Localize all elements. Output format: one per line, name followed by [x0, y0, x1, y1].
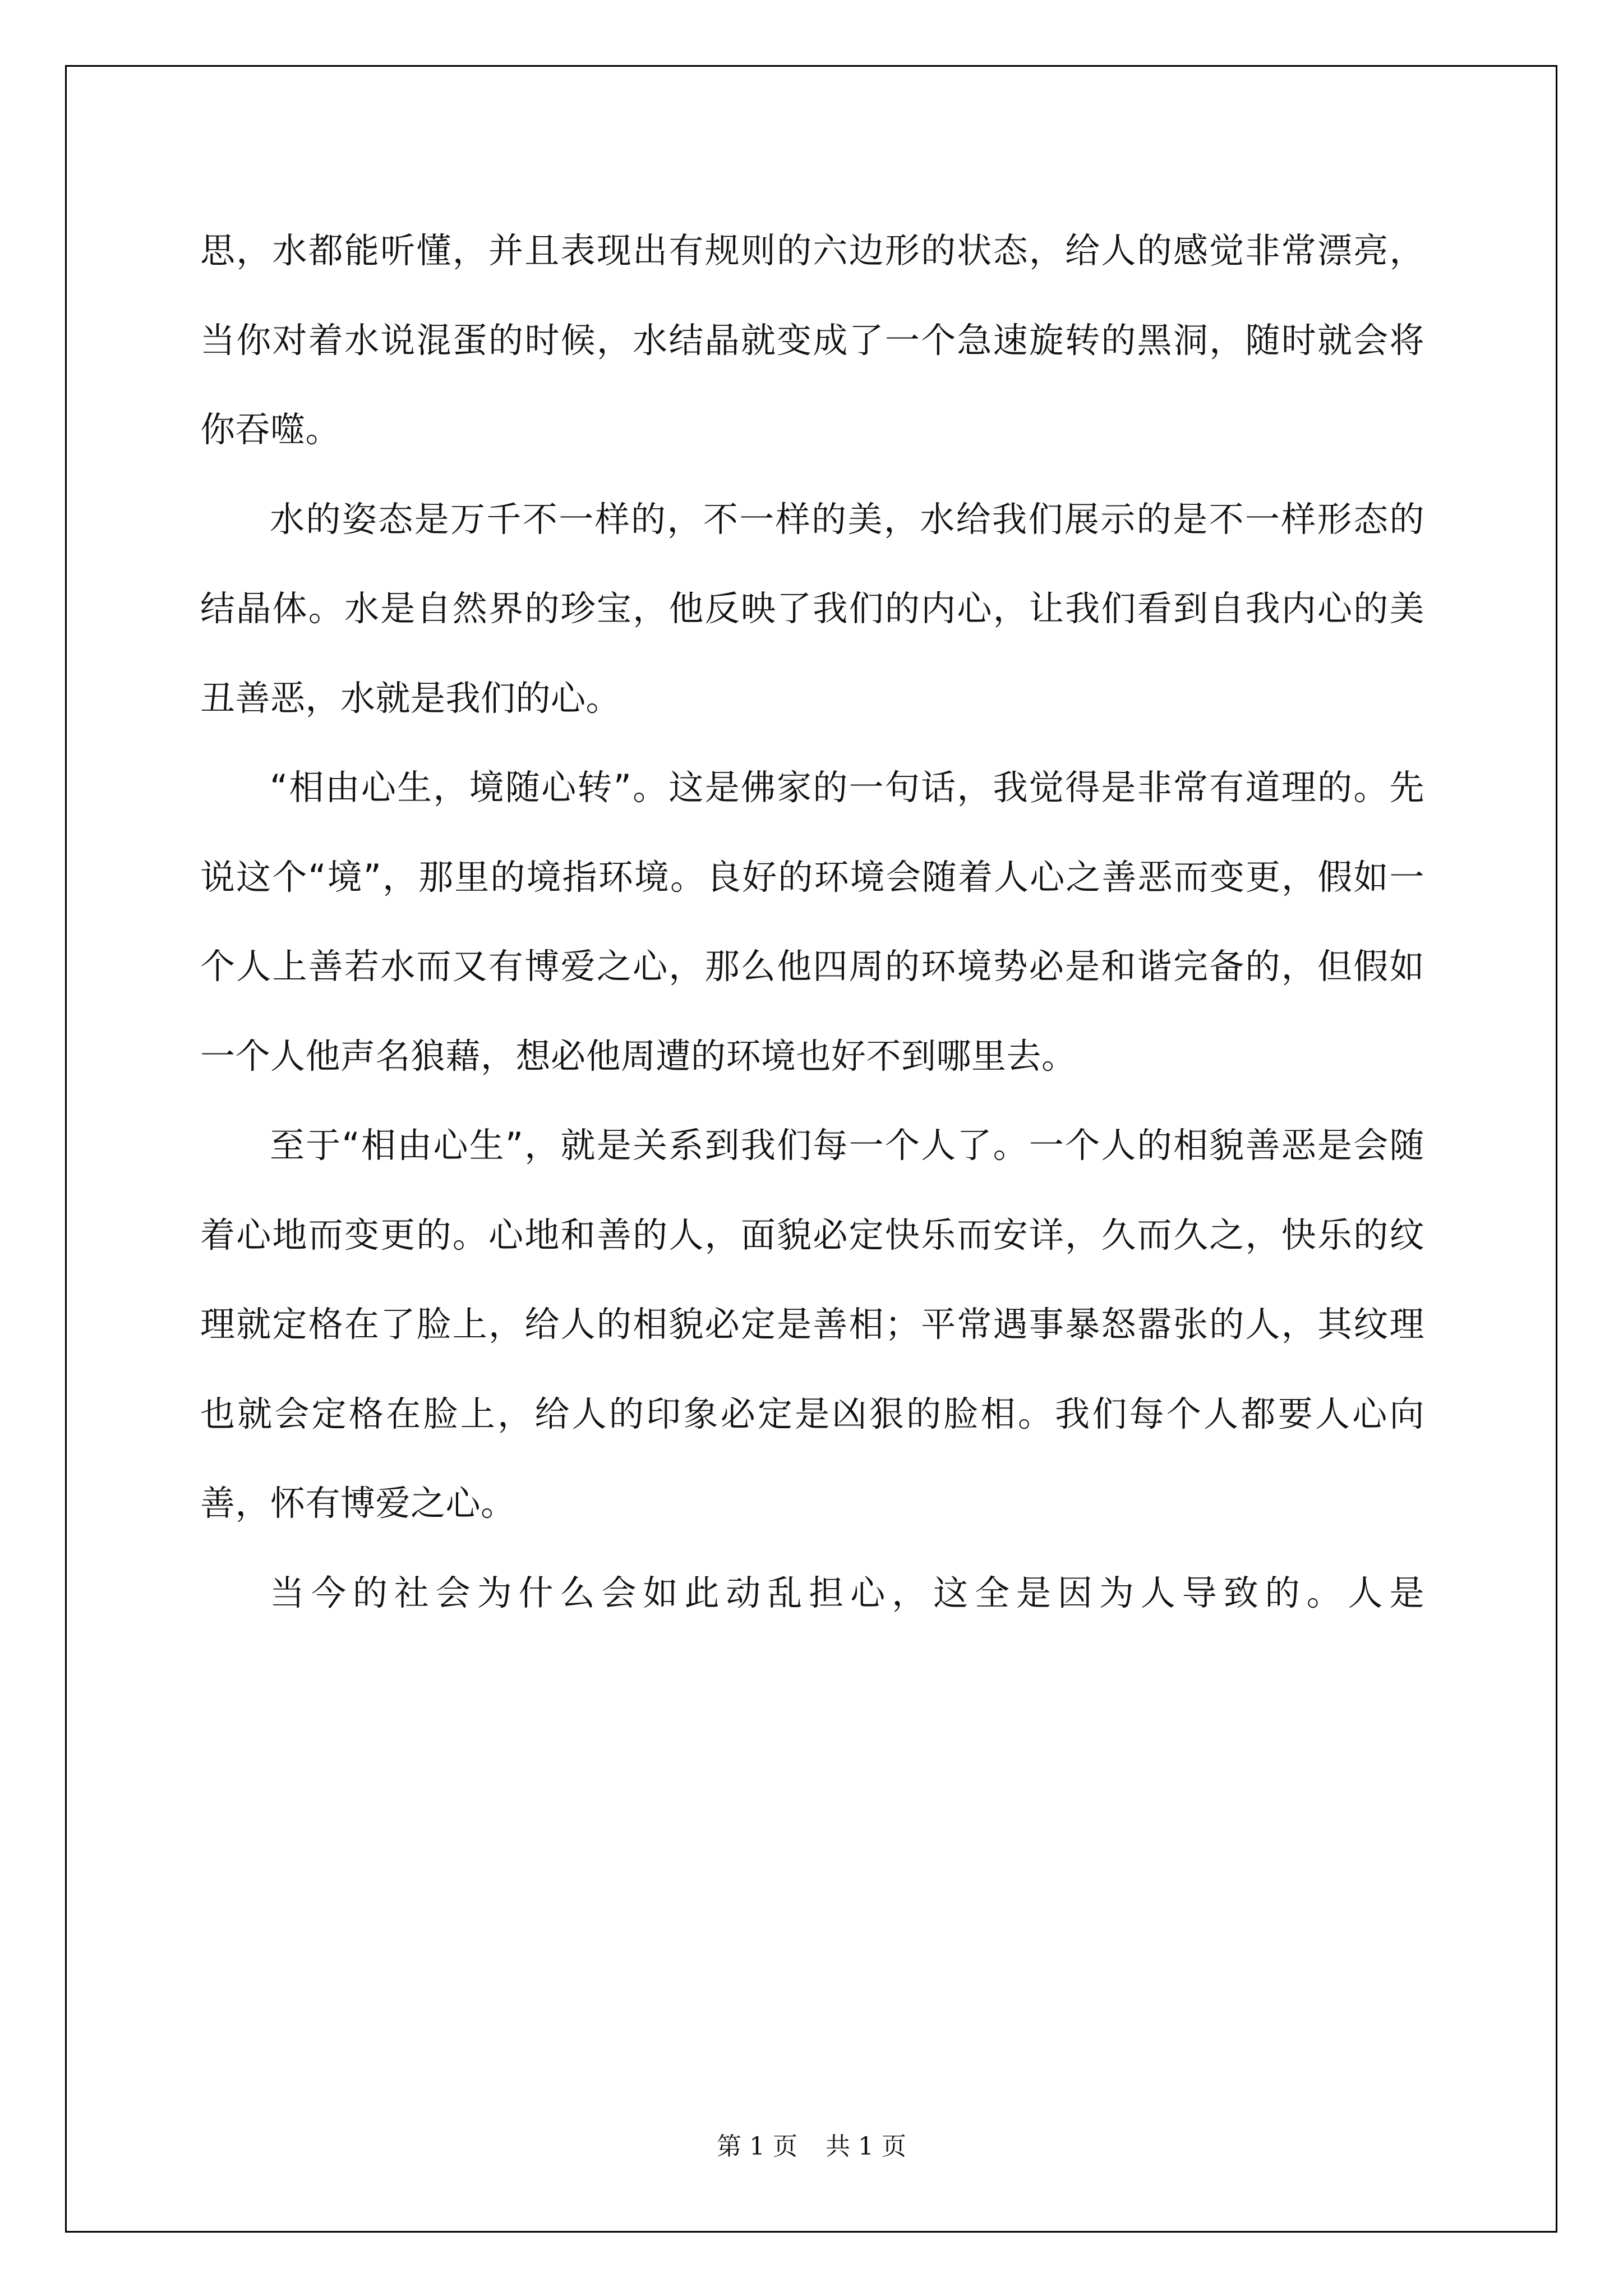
paragraph-3: “相由心生，境随心转”。这是佛家的一句话，我觉得是非常有道理的。先说这个“境”，那里的境指环境。良好的环境会随着人心之善恶而变更，假如一个人上善若水而又有博爱之心，那么他四周的环境势必是和谐完备的，但假如一个人他声名狼藉，想必他周遭的环境也好不到哪里去。	[200, 767, 1424, 1076]
paragraph-2: 水的姿态是万千不一样的，不一样的美，水给我们展示的是不一样形态的结晶体。水是自然界的珍宝，他反映了我们的内心，让我们看到自我内心的美丑善恶，水就是我们的心。	[200, 498, 1424, 719]
page-number: 第 1 页	[717, 2132, 797, 2161]
paragraph-5: 当今的社会为什么会如此动乱担心，这全是因为人导致的。人是	[270, 1572, 1424, 1613]
document-body	[200, 206, 1424, 1637]
page-footer	[0, 2126, 1623, 2162]
paragraph-4: 至于“相由心生”，就是关系到我们每一个人了。一个人的相貌善恶是会随着心地而变更的。心地和善的人，面貌必定快乐而安详，久而久之，快乐的纹理就定格在了脸上，给人的相貌必定是善相；平常遇事暴怒嚣张的人，其纹理也就会定格在脸上，给人的印象必定是凶狠的脸相。我们每个人都要人心向善，怀有博爱之心。	[200, 1125, 1424, 1524]
page-total: 共 1 页	[826, 2132, 906, 2161]
paragraph-1: 思，水都能听懂，并且表现出有规则的六边形的状态，给人的感觉非常漂亮，当你对着水说混蛋的时候，水结晶就变成了一个急速旋转的黑洞，随时就会将你吞噬。	[200, 230, 1424, 450]
